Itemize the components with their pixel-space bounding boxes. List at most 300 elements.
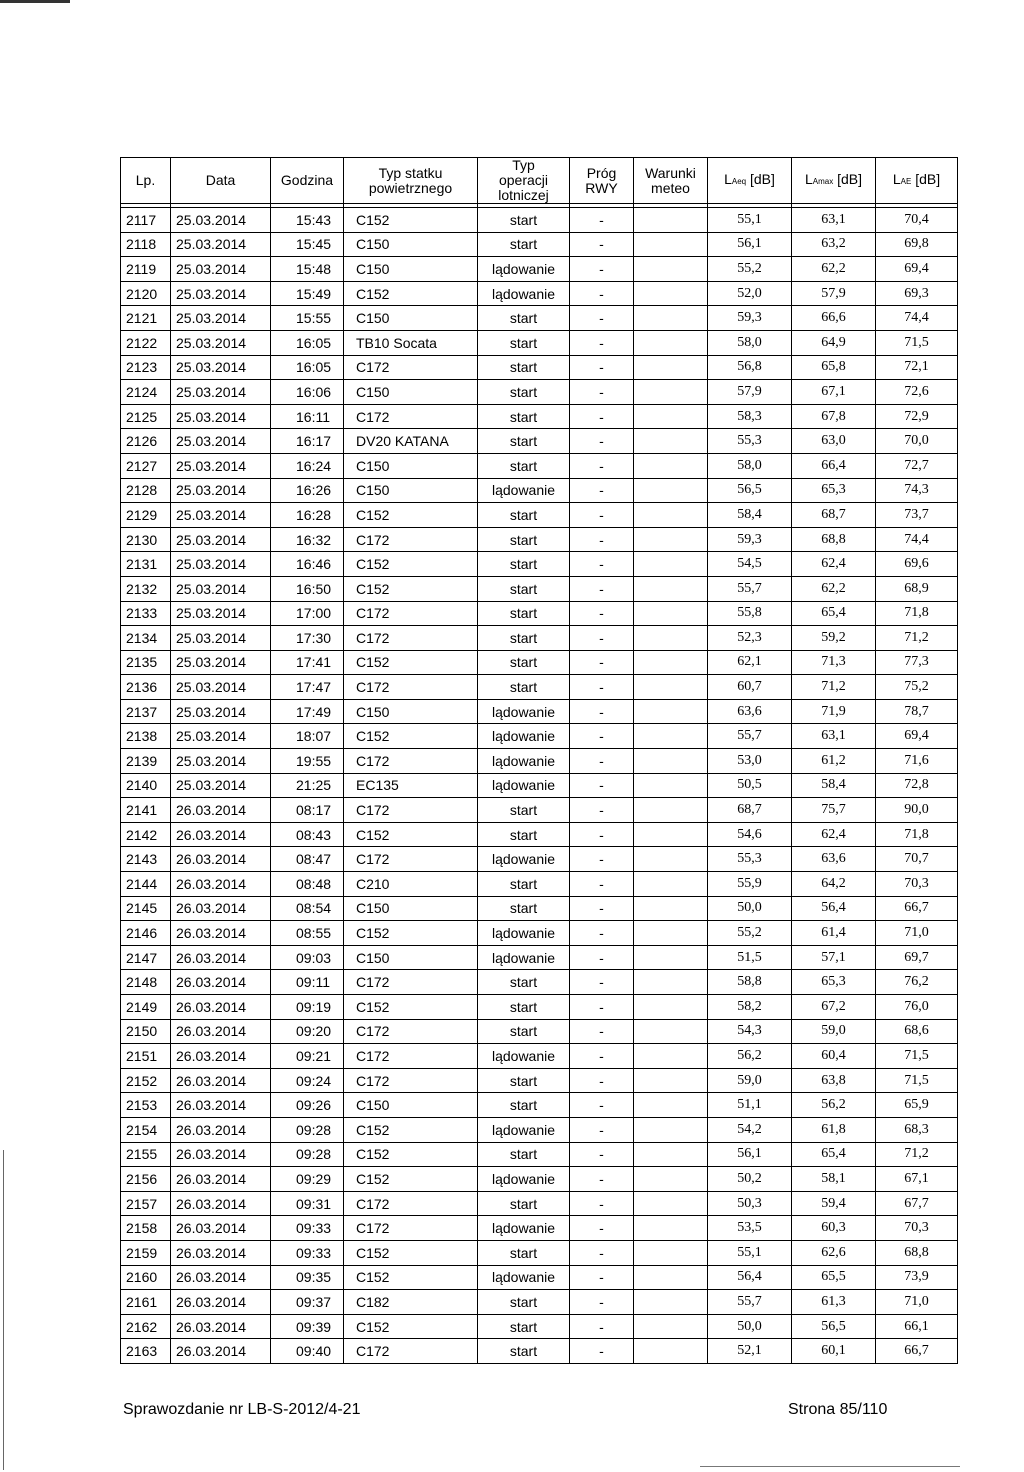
table-row — [121, 798, 958, 823]
cell-lamax: 57,9 — [792, 281, 876, 306]
cell-warunki-meteo — [634, 306, 708, 331]
cell-typ-statku: C172 — [344, 527, 478, 552]
cell-laeq: 56,5 — [708, 478, 792, 503]
cell-warunki-meteo — [634, 257, 708, 282]
cell-data: 25.03.2014 — [171, 576, 271, 601]
cell-prog-rwy: - — [570, 798, 634, 823]
cell-data: 25.03.2014 — [171, 380, 271, 405]
cell-lae: 71,5 — [876, 330, 958, 355]
table-row — [121, 404, 958, 429]
cell-typ-statku: C152 — [344, 1314, 478, 1339]
table-row — [121, 1240, 958, 1265]
cell-godzina: 09:26 — [271, 1093, 344, 1118]
cell-lp: 2151 — [121, 1044, 171, 1069]
cell-prog-rwy: - — [570, 773, 634, 798]
cell-lamax: 56,5 — [792, 1314, 876, 1339]
cell-typ-operacji: lądowanie — [478, 281, 570, 306]
cell-lae: 74,4 — [876, 306, 958, 331]
cell-warunki-meteo — [634, 478, 708, 503]
cell-data: 25.03.2014 — [171, 503, 271, 528]
cell-lamax: 71,9 — [792, 699, 876, 724]
cell-typ-operacji: start — [478, 995, 570, 1020]
cell-laeq: 55,3 — [708, 429, 792, 454]
cell-typ-statku: C172 — [344, 601, 478, 626]
cell-warunki-meteo — [634, 872, 708, 897]
cell-lae: 75,2 — [876, 675, 958, 700]
table-row — [121, 429, 958, 454]
cell-godzina: 18:07 — [271, 724, 344, 749]
cell-godzina: 15:43 — [271, 208, 344, 233]
cell-typ-operacji: start — [478, 1142, 570, 1167]
cell-warunki-meteo — [634, 380, 708, 405]
measurements-table-wrap — [120, 157, 957, 1364]
cell-lp: 2131 — [121, 552, 171, 577]
cell-prog-rwy: - — [570, 626, 634, 651]
cell-laeq: 51,1 — [708, 1093, 792, 1118]
cell-typ-operacji: start — [478, 527, 570, 552]
cell-typ-operacji: start — [478, 822, 570, 847]
cell-lp: 2160 — [121, 1265, 171, 1290]
cell-laeq: 60,7 — [708, 675, 792, 700]
table-row — [121, 1339, 958, 1364]
cell-data: 26.03.2014 — [171, 1117, 271, 1142]
table-row — [121, 208, 958, 233]
cell-warunki-meteo — [634, 749, 708, 774]
cell-typ-statku: C150 — [344, 380, 478, 405]
table-row — [121, 822, 958, 847]
cell-lae: 67,1 — [876, 1167, 958, 1192]
table-row — [121, 847, 958, 872]
cell-prog-rwy: - — [570, 1240, 634, 1265]
cell-lamax: 65,4 — [792, 1142, 876, 1167]
cell-prog-rwy: - — [570, 527, 634, 552]
cell-prog-rwy: - — [570, 675, 634, 700]
cell-data: 26.03.2014 — [171, 822, 271, 847]
cell-laeq: 59,0 — [708, 1068, 792, 1093]
table-row — [121, 1044, 958, 1069]
cell-godzina: 16:26 — [271, 478, 344, 503]
cell-lp: 2126 — [121, 429, 171, 454]
cell-prog-rwy: - — [570, 1191, 634, 1216]
cell-typ-statku: C152 — [344, 995, 478, 1020]
cell-godzina: 09:33 — [271, 1216, 344, 1241]
table-row — [121, 527, 958, 552]
cell-prog-rwy: - — [570, 1339, 634, 1364]
cell-lae: 72,7 — [876, 453, 958, 478]
cell-warunki-meteo — [634, 724, 708, 749]
cell-typ-statku: C172 — [344, 675, 478, 700]
cell-warunki-meteo — [634, 1068, 708, 1093]
cell-data: 25.03.2014 — [171, 429, 271, 454]
cell-warunki-meteo — [634, 675, 708, 700]
cell-typ-operacji: lądowanie — [478, 1265, 570, 1290]
cell-typ-statku: C172 — [344, 626, 478, 651]
cell-typ-operacji: start — [478, 626, 570, 651]
cell-lae: 69,6 — [876, 552, 958, 577]
table-row — [121, 1167, 958, 1192]
table-body — [121, 208, 958, 1364]
cell-warunki-meteo — [634, 1265, 708, 1290]
cell-typ-statku: C152 — [344, 281, 478, 306]
cell-laeq: 55,1 — [708, 208, 792, 233]
cell-lae: 66,1 — [876, 1314, 958, 1339]
cell-laeq: 50,5 — [708, 773, 792, 798]
cell-lp: 2139 — [121, 749, 171, 774]
cell-typ-operacji: start — [478, 576, 570, 601]
table-row — [121, 576, 958, 601]
cell-typ-statku: C150 — [344, 1093, 478, 1118]
cell-prog-rwy: - — [570, 552, 634, 577]
cell-godzina: 15:48 — [271, 257, 344, 282]
cell-lamax: 61,4 — [792, 921, 876, 946]
cell-data: 26.03.2014 — [171, 896, 271, 921]
cell-warunki-meteo — [634, 1339, 708, 1364]
page-number: Strona 85/110 — [788, 1401, 888, 1418]
cell-typ-statku: DV20 KATANA — [344, 429, 478, 454]
cell-lp: 2148 — [121, 970, 171, 995]
cell-typ-statku: C150 — [344, 699, 478, 724]
cell-lae: 74,4 — [876, 527, 958, 552]
cell-prog-rwy: - — [570, 281, 634, 306]
cell-typ-statku: C210 — [344, 872, 478, 897]
cell-godzina: 09:28 — [271, 1117, 344, 1142]
cell-typ-statku: C152 — [344, 576, 478, 601]
cell-laeq: 55,3 — [708, 847, 792, 872]
cell-warunki-meteo — [634, 995, 708, 1020]
cell-lp: 2149 — [121, 995, 171, 1020]
cell-lp: 2136 — [121, 675, 171, 700]
cell-typ-statku: C150 — [344, 478, 478, 503]
cell-laeq: 50,0 — [708, 896, 792, 921]
table-row — [121, 1117, 958, 1142]
cell-lae: 69,4 — [876, 257, 958, 282]
cell-godzina: 09:33 — [271, 1240, 344, 1265]
cell-warunki-meteo — [634, 822, 708, 847]
cell-typ-operacji: lądowanie — [478, 257, 570, 282]
cell-godzina: 08:55 — [271, 921, 344, 946]
cell-warunki-meteo — [634, 355, 708, 380]
cell-godzina: 08:17 — [271, 798, 344, 823]
cell-prog-rwy: - — [570, 699, 634, 724]
cell-lamax: 63,8 — [792, 1068, 876, 1093]
cell-warunki-meteo — [634, 650, 708, 675]
cell-godzina: 15:49 — [271, 281, 344, 306]
cell-prog-rwy: - — [570, 601, 634, 626]
cell-lp: 2124 — [121, 380, 171, 405]
cell-godzina: 09:40 — [271, 1339, 344, 1364]
cell-lp: 2121 — [121, 306, 171, 331]
cell-warunki-meteo — [634, 1290, 708, 1315]
header-laeq: LAeq [dB] — [708, 158, 792, 204]
cell-godzina: 09:28 — [271, 1142, 344, 1167]
cell-typ-operacji: start — [478, 1068, 570, 1093]
cell-typ-operacji: start — [478, 380, 570, 405]
cell-lamax: 63,6 — [792, 847, 876, 872]
cell-godzina: 09:20 — [271, 1019, 344, 1044]
cell-typ-statku: C152 — [344, 1240, 478, 1265]
cell-lp: 2144 — [121, 872, 171, 897]
cell-lae: 73,7 — [876, 503, 958, 528]
cell-typ-operacji: start — [478, 798, 570, 823]
header-lp: Lp. — [121, 158, 171, 204]
cell-typ-operacji: start — [478, 1019, 570, 1044]
cell-godzina: 09:11 — [271, 970, 344, 995]
cell-lamax: 64,2 — [792, 872, 876, 897]
cell-data: 25.03.2014 — [171, 601, 271, 626]
cell-lamax: 71,2 — [792, 675, 876, 700]
cell-godzina: 16:05 — [271, 330, 344, 355]
cell-lae: 65,9 — [876, 1093, 958, 1118]
cell-typ-statku: EC135 — [344, 773, 478, 798]
cell-typ-statku: C172 — [344, 970, 478, 995]
cell-lp: 2129 — [121, 503, 171, 528]
cell-laeq: 63,6 — [708, 699, 792, 724]
cell-lamax: 62,4 — [792, 552, 876, 577]
header-data: Data — [171, 158, 271, 204]
cell-lae: 71,8 — [876, 822, 958, 847]
cell-prog-rwy: - — [570, 921, 634, 946]
cell-lamax: 67,8 — [792, 404, 876, 429]
cell-prog-rwy: - — [570, 1216, 634, 1241]
cell-lp: 2141 — [121, 798, 171, 823]
cell-typ-statku: C150 — [344, 453, 478, 478]
cell-lae: 70,3 — [876, 1216, 958, 1241]
cell-lae: 78,7 — [876, 699, 958, 724]
cell-lp: 2128 — [121, 478, 171, 503]
cell-lp: 2132 — [121, 576, 171, 601]
scan-margin-line — [3, 1150, 4, 1470]
cell-laeq: 59,3 — [708, 527, 792, 552]
cell-lae: 71,2 — [876, 1142, 958, 1167]
cell-warunki-meteo — [634, 773, 708, 798]
cell-data: 26.03.2014 — [171, 1216, 271, 1241]
cell-lp: 2125 — [121, 404, 171, 429]
table-row — [121, 1142, 958, 1167]
cell-godzina: 15:45 — [271, 232, 344, 257]
cell-lamax: 59,2 — [792, 626, 876, 651]
cell-prog-rwy: - — [570, 1167, 634, 1192]
cell-prog-rwy: - — [570, 724, 634, 749]
header-warunki-meteo: Warunki meteo — [634, 158, 708, 204]
cell-prog-rwy: - — [570, 380, 634, 405]
table-row — [121, 1093, 958, 1118]
cell-prog-rwy: - — [570, 847, 634, 872]
cell-warunki-meteo — [634, 552, 708, 577]
cell-prog-rwy: - — [570, 453, 634, 478]
table-row — [121, 872, 958, 897]
cell-typ-statku: C150 — [344, 257, 478, 282]
scan-mark — [0, 0, 70, 3]
table-row — [121, 626, 958, 651]
table-row — [121, 1216, 958, 1241]
cell-lamax: 63,2 — [792, 232, 876, 257]
cell-lp: 2161 — [121, 1290, 171, 1315]
cell-lae: 69,4 — [876, 724, 958, 749]
cell-lamax: 60,3 — [792, 1216, 876, 1241]
cell-lamax: 63,1 — [792, 208, 876, 233]
table-row — [121, 281, 958, 306]
cell-lamax: 64,9 — [792, 330, 876, 355]
scan-bottom-line — [700, 1466, 960, 1467]
cell-lae: 71,0 — [876, 1290, 958, 1315]
table-row — [121, 232, 958, 257]
cell-data: 26.03.2014 — [171, 1142, 271, 1167]
cell-lamax: 62,6 — [792, 1240, 876, 1265]
table-row — [121, 1191, 958, 1216]
cell-typ-operacji: start — [478, 601, 570, 626]
cell-godzina: 21:25 — [271, 773, 344, 798]
cell-typ-operacji: start — [478, 306, 570, 331]
cell-warunki-meteo — [634, 626, 708, 651]
cell-typ-operacji: lądowanie — [478, 1216, 570, 1241]
cell-laeq: 55,7 — [708, 724, 792, 749]
cell-typ-operacji: lądowanie — [478, 921, 570, 946]
cell-data: 25.03.2014 — [171, 208, 271, 233]
cell-typ-operacji: lądowanie — [478, 847, 570, 872]
cell-warunki-meteo — [634, 330, 708, 355]
cell-lae: 70,0 — [876, 429, 958, 454]
cell-typ-statku: C172 — [344, 749, 478, 774]
cell-typ-operacji: lądowanie — [478, 478, 570, 503]
cell-lamax: 67,2 — [792, 995, 876, 1020]
cell-prog-rwy: - — [570, 650, 634, 675]
cell-typ-statku: C152 — [344, 1265, 478, 1290]
cell-laeq: 52,1 — [708, 1339, 792, 1364]
cell-lamax: 59,0 — [792, 1019, 876, 1044]
cell-laeq: 50,2 — [708, 1167, 792, 1192]
cell-lamax: 68,7 — [792, 503, 876, 528]
cell-lae: 68,6 — [876, 1019, 958, 1044]
cell-data: 26.03.2014 — [171, 1191, 271, 1216]
cell-lp: 2147 — [121, 945, 171, 970]
cell-lae: 74,3 — [876, 478, 958, 503]
table-row — [121, 1265, 958, 1290]
cell-data: 25.03.2014 — [171, 281, 271, 306]
table-row — [121, 552, 958, 577]
cell-laeq: 54,6 — [708, 822, 792, 847]
cell-prog-rwy: - — [570, 945, 634, 970]
cell-warunki-meteo — [634, 699, 708, 724]
cell-lae: 66,7 — [876, 896, 958, 921]
cell-lamax: 56,2 — [792, 1093, 876, 1118]
cell-lp: 2140 — [121, 773, 171, 798]
cell-prog-rwy: - — [570, 1093, 634, 1118]
cell-godzina: 17:47 — [271, 675, 344, 700]
cell-godzina: 17:00 — [271, 601, 344, 626]
cell-data: 26.03.2014 — [171, 921, 271, 946]
table-header-row — [121, 158, 958, 204]
cell-lae: 77,3 — [876, 650, 958, 675]
cell-typ-statku: C152 — [344, 822, 478, 847]
cell-lae: 70,7 — [876, 847, 958, 872]
cell-data: 26.03.2014 — [171, 798, 271, 823]
cell-typ-statku: C152 — [344, 921, 478, 946]
cell-laeq: 56,2 — [708, 1044, 792, 1069]
cell-laeq: 57,9 — [708, 380, 792, 405]
cell-lamax: 65,4 — [792, 601, 876, 626]
cell-typ-statku: C152 — [344, 208, 478, 233]
cell-data: 26.03.2014 — [171, 1339, 271, 1364]
cell-lp: 2119 — [121, 257, 171, 282]
table-row — [121, 675, 958, 700]
cell-typ-operacji: lądowanie — [478, 699, 570, 724]
cell-lamax: 58,4 — [792, 773, 876, 798]
table-row — [121, 355, 958, 380]
cell-laeq: 58,2 — [708, 995, 792, 1020]
cell-prog-rwy: - — [570, 995, 634, 1020]
cell-typ-statku: C172 — [344, 847, 478, 872]
cell-lae: 71,5 — [876, 1044, 958, 1069]
cell-warunki-meteo — [634, 232, 708, 257]
cell-data: 25.03.2014 — [171, 724, 271, 749]
table-row — [121, 1068, 958, 1093]
cell-lamax: 60,1 — [792, 1339, 876, 1364]
cell-laeq: 54,2 — [708, 1117, 792, 1142]
cell-prog-rwy: - — [570, 1142, 634, 1167]
cell-typ-operacji: start — [478, 503, 570, 528]
cell-prog-rwy: - — [570, 896, 634, 921]
cell-lae: 69,7 — [876, 945, 958, 970]
cell-data: 25.03.2014 — [171, 306, 271, 331]
cell-lamax: 66,6 — [792, 306, 876, 331]
cell-lp: 2153 — [121, 1093, 171, 1118]
cell-godzina: 09:31 — [271, 1191, 344, 1216]
table-row — [121, 330, 958, 355]
cell-typ-statku: C172 — [344, 1044, 478, 1069]
cell-laeq: 62,1 — [708, 650, 792, 675]
cell-data: 26.03.2014 — [171, 1019, 271, 1044]
cell-lamax: 65,3 — [792, 478, 876, 503]
cell-typ-statku: C150 — [344, 306, 478, 331]
cell-warunki-meteo — [634, 601, 708, 626]
cell-godzina: 08:48 — [271, 872, 344, 897]
cell-typ-statku: C172 — [344, 355, 478, 380]
cell-typ-operacji: lądowanie — [478, 1044, 570, 1069]
cell-typ-operacji: start — [478, 453, 570, 478]
cell-data: 26.03.2014 — [171, 1068, 271, 1093]
cell-data: 25.03.2014 — [171, 699, 271, 724]
cell-lae: 76,0 — [876, 995, 958, 1020]
cell-lae: 68,8 — [876, 1240, 958, 1265]
cell-warunki-meteo — [634, 1093, 708, 1118]
header-lae: LAE [dB] — [876, 158, 958, 204]
cell-typ-statku: C152 — [344, 650, 478, 675]
table-row — [121, 995, 958, 1020]
cell-data: 26.03.2014 — [171, 847, 271, 872]
cell-lp: 2162 — [121, 1314, 171, 1339]
cell-lp: 2123 — [121, 355, 171, 380]
cell-godzina: 16:46 — [271, 552, 344, 577]
cell-laeq: 51,5 — [708, 945, 792, 970]
cell-lamax: 59,4 — [792, 1191, 876, 1216]
cell-lae: 68,3 — [876, 1117, 958, 1142]
cell-lae: 68,9 — [876, 576, 958, 601]
cell-data: 25.03.2014 — [171, 773, 271, 798]
cell-typ-statku: C150 — [344, 232, 478, 257]
cell-laeq: 56,1 — [708, 232, 792, 257]
cell-lamax: 58,1 — [792, 1167, 876, 1192]
cell-godzina: 16:17 — [271, 429, 344, 454]
cell-typ-operacji: start — [478, 675, 570, 700]
table-row — [121, 921, 958, 946]
table-row — [121, 650, 958, 675]
table-row — [121, 945, 958, 970]
cell-laeq: 55,7 — [708, 1290, 792, 1315]
cell-typ-statku: C152 — [344, 503, 478, 528]
cell-laeq: 58,0 — [708, 453, 792, 478]
cell-lp: 2163 — [121, 1339, 171, 1364]
cell-typ-operacji: start — [478, 970, 570, 995]
